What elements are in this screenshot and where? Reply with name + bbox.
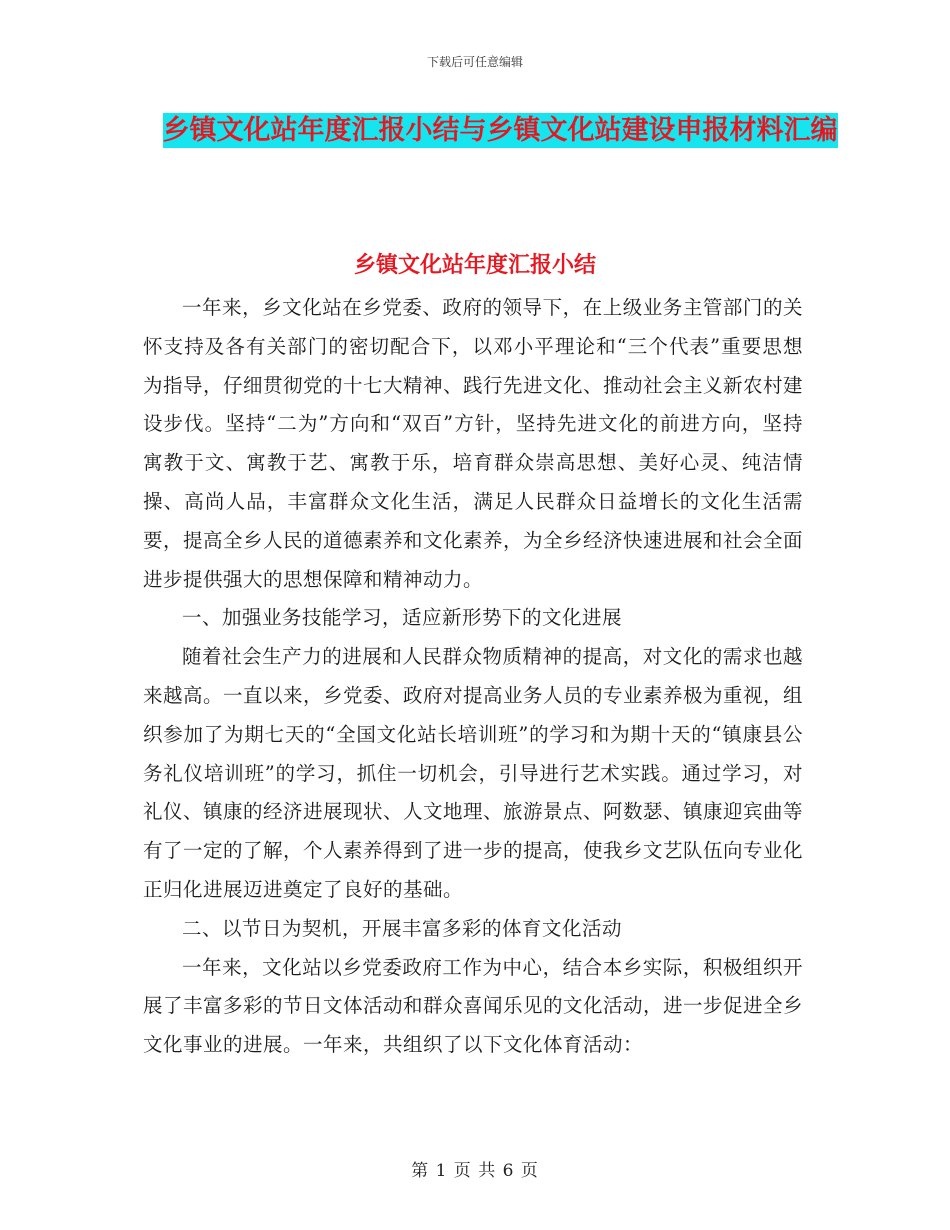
paragraph-heading: 一、加强业务技能学习，适应新形势下的文化进展 (182, 606, 623, 630)
paragraph: 一年来，文化站以乡党委政府工作为中心，结合本乡实际，积极组织开展了丰富多彩的节日文体活动和群众喜闻乐见的文化活动，进一步促进全乡文化事业的进展。一年来，共组织了以下文化体育活动： (143, 955, 804, 1057)
page-header-note: 下载后可任意编辑 (426, 55, 523, 69)
paragraph-heading: 二、以节日为契机，开展丰富多彩的体育文化活动 (182, 916, 623, 940)
document-title (150, 108, 850, 154)
document-body (143, 289, 803, 1065)
page-number: 第 1 页 共 6 页 (411, 1161, 539, 1181)
document-title-text: 乡镇文化站年度汇报小结与乡镇文化站建设申报材料汇编 (162, 115, 838, 146)
section-title: 乡镇文化站年度汇报小结 (353, 252, 596, 278)
paragraph: 一年来，乡文化站在乡党委、政府的领导下，在上级业务主管部门的关怀支持及各有关部门的密切配合下，以邓小平理论和“三个代表”重要思想为指导，仔细贯彻党的十七大精神、践行先进文化、推动社会主义新农村建设步伐。坚持“二为”方向和“双百”方针，坚持先进文化的前进方向，坚持寓教于文、寓教于艺、寓教于乐，培育群众崇高思想、美好心灵、纯洁情操、高尚人品，丰富群众文化生活，满足人民群众日益增长的文化生活需要，提高全乡人民的道德素养和文化素养，为全乡经济快速进展和社会全面进步提供强大的思想保障和精神动力。 (143, 296, 804, 591)
paragraph: 随着社会生产力的进展和人民群众物质精神的提高，对文化的需求也越来越高。一直以来，乡党委、政府对提高业务人员的专业素养极为重视，组织参加了为期七天的“全国文化站长培训班”的学习和为期十天的“镇康县公务礼仪培训班”的学习，抓住一切机会，引导进行艺术实践。通过学习，对礼仪、镇康的经济进展现状、人文地理、旅游景点、阿数瑟、镇康迎宾曲等有了一定的了解，个人素养得到了进一步的提高，使我乡文艺队伍向专业化正归化进展迈进奠定了良好的基础。 (143, 645, 804, 901)
